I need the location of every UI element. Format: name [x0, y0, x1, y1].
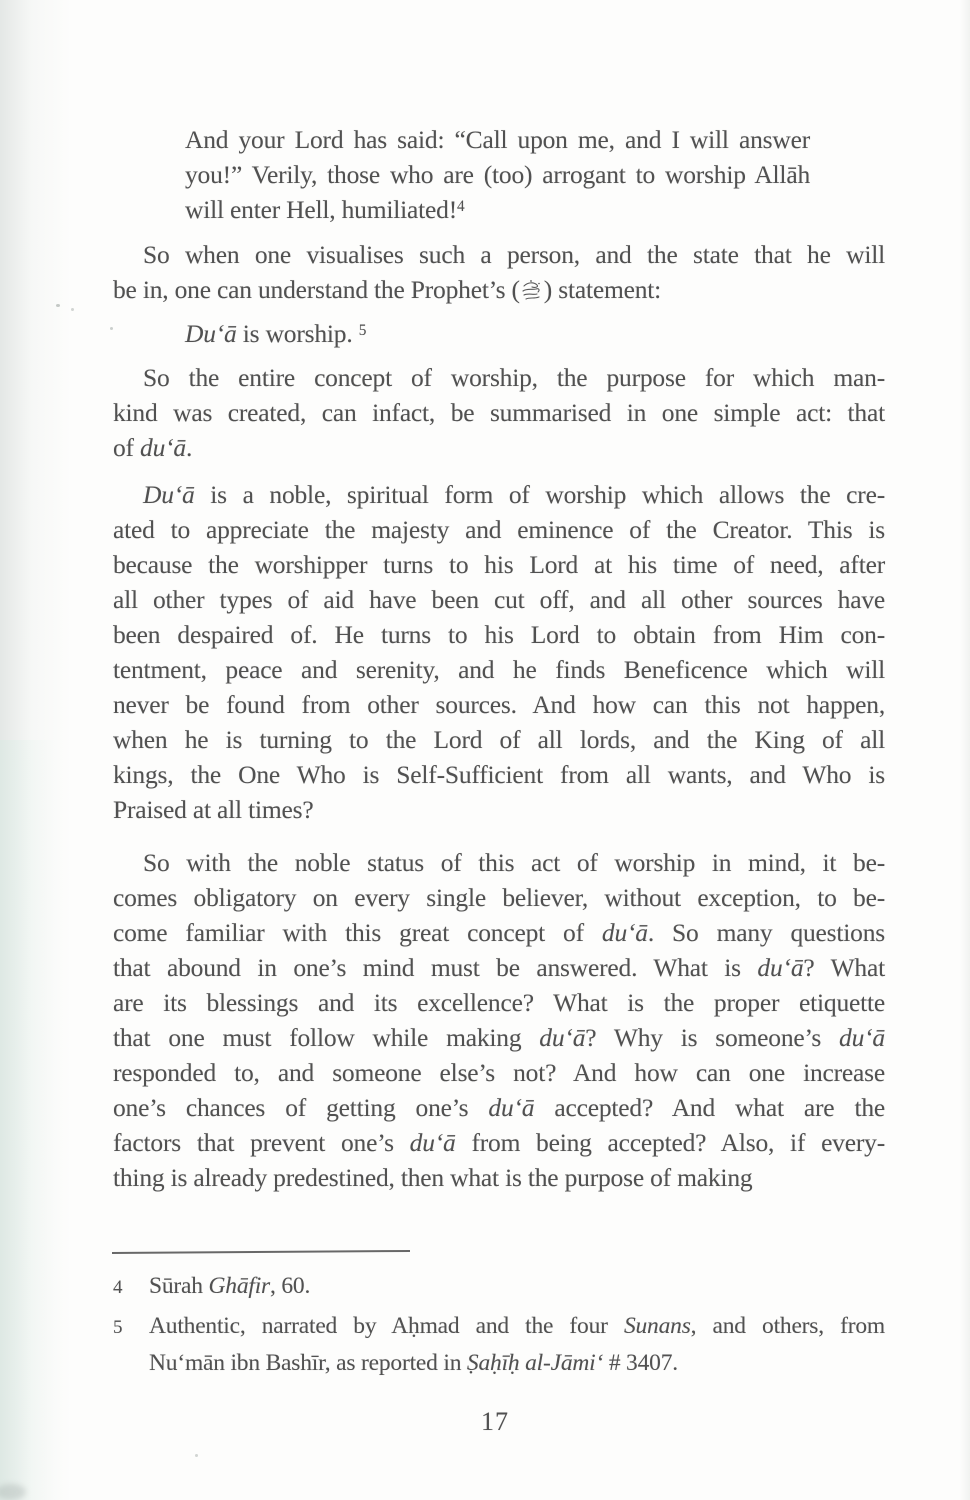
text-segment: accepted? And what are the [534, 1093, 885, 1122]
text-line [113, 792, 885, 827]
text-line [185, 316, 805, 351]
italic-term: du‘ā [539, 1023, 586, 1052]
text-line [113, 722, 885, 757]
footnote-5 [113, 1308, 885, 1382]
footnote-text [149, 1268, 885, 1306]
text-segment: ? What [803, 953, 885, 982]
scan-speckle [195, 1454, 198, 1457]
italic-term: Ghāfir [208, 1273, 270, 1299]
text-segment: So when one visualises such a person, and the state that he will [143, 240, 885, 269]
scan-speckle [71, 308, 74, 311]
text-segment: been despaired of. He turns to his Lord to obtain from Him con- [113, 620, 885, 649]
text-segment: Authentic, narrated by Aḥmad and the four [149, 1313, 624, 1339]
text-segment: responded to, and someone else’s not? And how can one increase [113, 1058, 885, 1087]
text-segment: is worship. [236, 319, 359, 348]
hadith-line [185, 316, 805, 351]
text-segment: one’s chances of getting one’s [113, 1093, 489, 1122]
paragraph-questions [113, 845, 885, 1195]
text-line [113, 845, 885, 880]
text-segment: # 3407. [603, 1350, 678, 1376]
page-edge-tint [0, 740, 55, 1500]
paragraph-noble-worship [113, 477, 885, 827]
text-line [149, 1308, 885, 1345]
text-segment: , and others, from [690, 1313, 885, 1339]
scan-corner-artifact [0, 1484, 26, 1500]
italic-term: du‘ā [409, 1128, 456, 1157]
text-line [149, 1345, 885, 1382]
text-segment: Nu‘mān ibn Bashīr, as reported in [149, 1350, 467, 1376]
italic-term: du‘ā [140, 433, 186, 462]
text-segment: . [185, 433, 193, 462]
paragraph-intro [113, 237, 885, 307]
text-segment: come familiar with this great concept of [113, 918, 602, 947]
text-line [113, 687, 885, 722]
text-line [113, 477, 885, 512]
text-line [113, 1020, 885, 1055]
text-segment: thing is already predestined, then what is the purpose of making [113, 1163, 753, 1192]
text-segment: you!” Verily, those who are (too) arrogant to worship Allāh [185, 160, 810, 189]
footnote-rule [112, 1250, 410, 1254]
italic-term: Du‘ā [185, 319, 237, 348]
text-line [113, 617, 885, 652]
text-line [113, 582, 885, 617]
text-line [113, 272, 885, 307]
text-line [113, 757, 885, 792]
text-segment: tentment, peace and serenity, and he finds Beneficence which will [113, 655, 885, 684]
page-edge-shading-left [0, 0, 72, 1500]
footnote-ref-superscript: 4 [457, 198, 465, 215]
text-segment: ? Why is someone’s [585, 1023, 840, 1052]
footnote-ref-superscript: 5 [358, 322, 367, 339]
text-line [113, 360, 885, 395]
italic-term: Sunans [623, 1313, 691, 1339]
text-segment: be in, one can understand the Prophet’s ( [113, 275, 520, 304]
text-segment: kind was created, can infact, be summarised in one simple act: that [113, 398, 885, 427]
italic-term: Ṣaḥīḥ al-Jāmi‘ [466, 1350, 604, 1376]
text-line [185, 122, 810, 157]
pbuh-calligraphy-icon [521, 276, 543, 300]
text-segment: comes obligatory on every single believer, without exception, to be- [113, 883, 885, 912]
text-segment: never be found from other sources. And how can this not happen, [113, 690, 885, 719]
text-line [113, 652, 885, 687]
text-segment: . So many questions [647, 918, 885, 947]
text-segment: from being accepted? Also, if every- [455, 1128, 885, 1157]
text-line [185, 157, 810, 192]
text-segment: all other types of aid have been cut off, and all other sources have [113, 585, 885, 614]
text-segment: So with the noble status of this act of worship in mind, it be- [143, 848, 885, 877]
text-segment: Sūrah [149, 1273, 209, 1299]
text-line [185, 192, 810, 227]
text-segment: because the worshipper turns to his Lord at his time of need, after [113, 550, 885, 579]
scan-speckle [110, 327, 113, 330]
footnote-4 [113, 1268, 885, 1306]
text-segment: is a noble, spiritual form of worship which allows the cre- [194, 480, 885, 509]
italic-term: Du‘ā [143, 480, 195, 509]
text-segment: Praised at all times? [113, 795, 314, 824]
italic-term: du‘ā [839, 1023, 885, 1052]
text-line [113, 1090, 885, 1125]
scan-speckle [56, 304, 60, 307]
footnote-number: 5 [113, 1317, 123, 1338]
text-line [113, 237, 885, 272]
text-line [113, 547, 885, 582]
page-edge-shading-right [960, 0, 970, 1500]
text-segment: that one must follow while making [113, 1023, 540, 1052]
text-segment: ated to appreciate the majesty and eminence of the Creator. This is [113, 515, 885, 544]
text-line [113, 512, 885, 547]
italic-term: du‘ā [601, 918, 648, 947]
text-line [113, 880, 885, 915]
italic-term: du‘ā [757, 953, 804, 982]
text-segment: kings, the One Who is Self-Sufficient from all wants, and Who is [113, 760, 885, 789]
text-segment: are its blessings and its excellence? What is the proper etiquette [113, 988, 885, 1017]
italic-term: du‘ā [488, 1093, 535, 1122]
text-segment: that abound in one’s mind must be answered. What is [113, 953, 758, 982]
text-line [113, 950, 885, 985]
text-segment: of [113, 433, 141, 462]
text-line [113, 1055, 885, 1090]
text-segment: , 60. [270, 1273, 311, 1299]
text-segment: So the entire concept of worship, the purpose for which man- [143, 363, 885, 392]
paragraph-concept [113, 360, 885, 465]
text-segment: when he is turning to the Lord of all lords, and the King of all [113, 725, 885, 754]
text-line [113, 395, 885, 430]
text-segment: factors that prevent one’s [113, 1128, 410, 1157]
text-line [113, 915, 885, 950]
text-line [149, 1268, 885, 1305]
text-segment: And your Lord has said: “Call upon me, and I will answer [185, 125, 810, 154]
text-line [113, 1160, 885, 1195]
text-segment: ) statement: [543, 275, 662, 304]
footnote-number: 4 [113, 1277, 123, 1298]
text-line [113, 985, 885, 1020]
text-line [113, 1125, 885, 1160]
quran-quote-block [185, 122, 810, 227]
footnote-text [149, 1308, 885, 1382]
page-number: 17 [481, 1407, 509, 1436]
text-line [113, 430, 885, 465]
text-segment: will enter Hell, humiliated! [185, 195, 457, 224]
